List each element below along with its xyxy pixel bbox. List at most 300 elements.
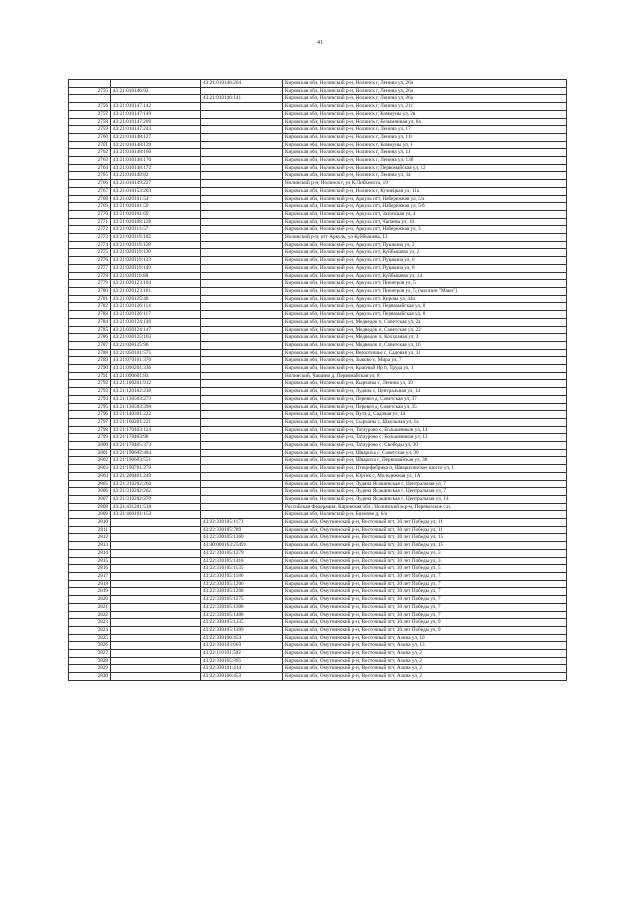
building-cadastral-number-cell — [201, 511, 283, 519]
cadastral-number-cell — [111, 588, 201, 596]
address-cell: Кировская обл, Нолинский р-н, Медведок п, Советская ул, 2а — [283, 318, 567, 326]
address-cell: Кировская обл, Нолинский р-н, Нолинск г, Ленина ул, 3а — [283, 172, 567, 180]
row-number-cell: 2781 — [69, 295, 111, 303]
building-cadastral-number-cell: 43:22:330105:789 — [201, 526, 283, 534]
table-row — [69, 596, 567, 604]
building-cadastral-number-cell — [201, 457, 283, 465]
cadastral-number-cell: 43:21:010148:172 — [111, 164, 201, 172]
row-number-cell: 2822 — [69, 611, 111, 619]
address-cell: Кировская обл, Нолинский р-н, Аркуль пгт, Пушкина ул, 2 — [283, 241, 567, 249]
row-number-cell: 2762 — [69, 149, 111, 157]
cadastral-number-cell: 43:21:310202:260 — [111, 480, 201, 488]
cadastral-number-cell: 43:21:020126:117 — [111, 311, 201, 319]
building-cadastral-number-cell — [201, 241, 283, 249]
cadastral-number-cell: 43:21:010148:82 — [111, 172, 201, 180]
row-number-cell: 2782 — [69, 303, 111, 311]
building-cadastral-number-cell — [201, 488, 283, 496]
row-number-cell: 2827 — [69, 650, 111, 658]
row-number-cell: 2760 — [69, 133, 111, 141]
row-number-cell: 2764 — [69, 164, 111, 172]
cadastral-number-cell: 43:21:431201:518 — [111, 503, 201, 511]
cadastral-number-cell — [111, 657, 201, 665]
cadastral-number-cell — [111, 611, 201, 619]
address-cell: Нолинский р-н, пгт Аркуль, ул Куйбышева, 12 — [283, 234, 567, 242]
row-number-cell: 2774 — [69, 241, 111, 249]
building-cadastral-number-cell — [201, 141, 283, 149]
building-cadastral-number-cell — [201, 180, 283, 188]
property-register-table — [68, 79, 567, 681]
cadastral-number-cell: 43:21:170403:98 — [111, 434, 201, 442]
building-cadastral-number-cell — [201, 341, 283, 349]
row-number-cell: 2813 — [69, 542, 111, 550]
building-cadastral-number-cell — [201, 118, 283, 126]
table-row — [69, 180, 567, 188]
building-cadastral-number-cell — [201, 87, 283, 95]
row-number-cell: 2758 — [69, 118, 111, 126]
table-row — [69, 665, 567, 673]
address-cell: Кировская обл, Нолинский р-н, Нолинск г, Коммуны ул, 1 — [283, 141, 567, 149]
cadastral-number-cell: 43:21:460101:153 — [111, 511, 201, 519]
building-cadastral-number-cell — [201, 287, 283, 295]
address-cell: Кировская обл, Нолинский р-н, Лудяна Ясашинская с, Центральная ул, 7 — [283, 488, 567, 496]
table-row — [69, 126, 567, 134]
cadastral-number-cell — [111, 519, 201, 527]
table-row — [69, 118, 567, 126]
building-cadastral-number-cell: 43:22:330105:1173 — [201, 519, 283, 527]
building-cadastral-number-cell — [201, 249, 283, 257]
building-cadastral-number-cell — [201, 311, 283, 319]
building-cadastral-number-cell — [201, 210, 283, 218]
row-number-cell: 2814 — [69, 549, 111, 557]
table-row — [69, 580, 567, 588]
address-cell: Кировская обл, Омутнинский р-н, Восточный пгт, 30 лет Победы ул, 7 — [283, 580, 567, 588]
table-row — [69, 542, 567, 550]
building-cadastral-number-cell — [201, 295, 283, 303]
building-cadastral-number-cell: 43:22:330105:1186 — [201, 573, 283, 581]
row-number-cell: 2791 — [69, 372, 111, 380]
cadastral-number-cell — [111, 626, 201, 634]
building-cadastral-number-cell: 43:22:330103:663 — [201, 642, 283, 650]
address-cell: Кировская обл, Омутнинский р-н, Восточный пгт, 30 лет Победы ул, 7 — [283, 603, 567, 611]
row-number-cell: 2792 — [69, 380, 111, 388]
row-number-cell: 2808 — [69, 503, 111, 511]
row-number-cell: 2823 — [69, 619, 111, 627]
table-row — [69, 418, 567, 426]
address-cell: Кировская обл, Нолинский р-н, Аркуль пгт, Набережная ул, 3 — [283, 226, 567, 234]
row-number-cell: 2805 — [69, 480, 111, 488]
table-row — [69, 280, 567, 288]
row-number-cell: 2756 — [69, 103, 111, 111]
building-cadastral-number-cell — [201, 218, 283, 226]
cadastral-number-cell — [111, 565, 201, 573]
cadastral-number-cell: 43:21:120102:238 — [111, 388, 201, 396]
table-row — [69, 472, 567, 480]
table-row — [69, 334, 567, 342]
table-row — [69, 303, 567, 311]
row-number-cell: 2788 — [69, 349, 111, 357]
row-number-cell: 2794 — [69, 395, 111, 403]
cadastral-number-cell — [111, 665, 201, 673]
building-cadastral-number-cell — [201, 164, 283, 172]
building-cadastral-number-cell — [201, 234, 283, 242]
row-number-cell: 2802 — [69, 457, 111, 465]
row-number-cell — [69, 80, 111, 88]
building-cadastral-number-cell: 43:40:000163:25491 — [201, 542, 283, 550]
address-cell: Кировская обл, Нолинский р-н, Сырчаны с, Школьная ул, 1а — [283, 418, 567, 426]
building-cadastral-number-cell — [201, 380, 283, 388]
cadastral-number-cell: 43:21:020119:149 — [111, 264, 201, 272]
building-cadastral-number-cell — [201, 187, 283, 195]
table-row — [69, 195, 567, 203]
table-row — [69, 673, 567, 681]
table-row — [69, 257, 567, 265]
address-cell: Кировская обл, Нолинский р-н, Аркуль пгт, Первомайская ул, 8 — [283, 311, 567, 319]
table-row — [69, 565, 567, 573]
cadastral-number-cell — [111, 526, 201, 534]
table-row — [69, 133, 567, 141]
row-number-cell: 2798 — [69, 426, 111, 434]
cadastral-number-cell: 43:21:020101:69 — [111, 210, 201, 218]
address-cell: Кировская обл, Омутнинский р-н, Восточный пгт, 30 лет Победы ул, 7 — [283, 596, 567, 604]
building-cadastral-number-cell — [201, 388, 283, 396]
building-cadastral-number-cell — [201, 264, 283, 272]
cadastral-number-cell: 43:21:030125:96 — [111, 341, 201, 349]
building-cadastral-number-cell — [201, 434, 283, 442]
building-cadastral-number-cell — [201, 126, 283, 134]
table-row — [69, 526, 567, 534]
cadastral-number-cell — [111, 619, 201, 627]
cadastral-number-cell: 43:21:010148:129 — [111, 141, 201, 149]
row-number-cell: 2816 — [69, 565, 111, 573]
address-cell: Кировская обл, Нолинский р-н, Нолинск г, Ленина ул, 11 — [283, 149, 567, 157]
table-row — [69, 403, 567, 411]
cadastral-number-cell: 43:21:130503:398 — [111, 403, 201, 411]
cadastral-number-cell: 43:21:010147:149 — [111, 110, 201, 118]
table-row — [69, 365, 567, 373]
address-cell: Кировская обл, Нолинский р-н, Птицефабрика п, Шварихинское шоссе ул, 1 — [283, 465, 567, 473]
address-cell: Кировская обл, Нолинский р-н, Перевоз д, Советская ул, 37 — [283, 395, 567, 403]
address-cell: Кировская обл, Нолинский р-н, Аркуль пгт, Набережная ул, 5/б — [283, 203, 567, 211]
cadastral-number-cell — [111, 673, 201, 681]
building-cadastral-number-cell: 43:22:330105:1275 — [201, 596, 283, 604]
row-number-cell: 2789 — [69, 357, 111, 365]
cadastral-number-cell: 43:21:020119:88 — [111, 272, 201, 280]
building-cadastral-number-cell — [201, 318, 283, 326]
building-cadastral-number-cell — [201, 480, 283, 488]
row-number-cell: 2793 — [69, 388, 111, 396]
address-cell: Кировская обл, Нолинский р-н, Аркуль пгт, Пионеров ул, 5, (магазин "Маки") — [283, 287, 567, 295]
row-number-cell: 2803 — [69, 465, 111, 473]
cadastral-number-cell — [111, 596, 201, 604]
row-number-cell: 2783 — [69, 311, 111, 319]
building-cadastral-number-cell — [201, 449, 283, 457]
address-cell: Кировская обл, Омутнинский р-н, Восточный пгт, 30 лет Победы ул, 7 — [283, 588, 567, 596]
cadastral-number-cell — [111, 650, 201, 658]
table-row — [69, 442, 567, 450]
cadastral-number-cell: 43:21:020126:114 — [111, 303, 201, 311]
address-cell: Кировская обл, Нолинский р-н, Пута д, Садовая ул, 14 — [283, 411, 567, 419]
cadastral-number-cell: 43:21:020113:57 — [111, 226, 201, 234]
building-cadastral-number-cell — [201, 349, 283, 357]
building-cadastral-number-cell — [201, 334, 283, 342]
cadastral-number-cell: 43:21:140301:222 — [111, 411, 201, 419]
cadastral-number-cell: 43:21:030124:147 — [111, 326, 201, 334]
cadastral-number-cell: 43:21:130503:273 — [111, 395, 201, 403]
building-cadastral-number-cell — [201, 426, 283, 434]
building-cadastral-number-cell: 43:22:330105:1335 — [201, 619, 283, 627]
table-row — [69, 141, 567, 149]
address-cell: Кировская обл, Нолинский р-н, Нолинск г, Первомайская ул, 12 — [283, 164, 567, 172]
building-cadastral-number-cell — [201, 110, 283, 118]
row-number-cell: 2787 — [69, 341, 111, 349]
address-cell: Кировская обл, Нолинский р-н, Медведок п, Советская ул, 22 — [283, 326, 567, 334]
cadastral-number-cell: 43:21:020101:59 — [111, 203, 201, 211]
table-row — [69, 157, 567, 165]
cadastral-number-cell: 43:21:020119:130 — [111, 249, 201, 257]
row-number-cell: 2830 — [69, 673, 111, 681]
address-cell: Кировская обл, Нолинский р-н, Аркуль пгт, Пионеров ул, 5 — [283, 280, 567, 288]
table-row — [69, 465, 567, 473]
building-cadastral-number-cell — [201, 472, 283, 480]
address-cell: Кировская обл, Нолинский р-н, Шварихa с, Советская ул, 30 — [283, 449, 567, 457]
address-cell: Кировская обл, Нолинский р-н, Нолинск г, Ленина ул, 26а — [283, 87, 567, 95]
row-number-cell: 2777 — [69, 264, 111, 272]
address-cell: Кировская обл, Нолинский р-н, Аркуль пгт, Затонская ул, 4 — [283, 210, 567, 218]
table-row — [69, 388, 567, 396]
address-cell: Кировская обл, Омутнинский р-н, Восточный пгт, 30 лет Победы ул, 7 — [283, 611, 567, 619]
row-number-cell: 2757 — [69, 110, 111, 118]
building-cadastral-number-cell — [201, 195, 283, 203]
cadastral-number-cell: 43:21:010153:203 — [111, 187, 201, 195]
address-cell: Кировская обл, Омутнинский р-н, Восточный пгт, 30 лет Победы ул, 3 — [283, 557, 567, 565]
address-cell: Кировская обл, Нолинский р-н, Нолинск г, Ленина ул, 13б — [283, 157, 567, 165]
address-cell: Кировская обл, Омутнинский р-н, Восточный пгт, 30 лет Победы ул, 3 — [283, 549, 567, 557]
cadastral-number-cell — [111, 80, 201, 88]
table-row — [69, 657, 567, 665]
row-number-cell: 2804 — [69, 472, 111, 480]
building-cadastral-number-cell — [201, 203, 283, 211]
address-cell: Кировская обл, Омутнинский р-н, Восточный пгт, Азина ул, 10 — [283, 634, 567, 642]
building-cadastral-number-cell — [201, 403, 283, 411]
cadastral-number-cell: 43:21:010148:170 — [111, 157, 201, 165]
cadastral-number-cell — [111, 95, 201, 103]
address-cell: Кировская обл, Омутнинский р-н, Восточный пгт, 30 лет Победы ул, 11 — [283, 519, 567, 527]
cadastral-number-cell: 43:21:020119:133 — [111, 257, 201, 265]
cadastral-number-cell: 43:21:020101:54 — [111, 195, 201, 203]
row-number-cell: 2796 — [69, 411, 111, 419]
row-number-cell: 2772 — [69, 226, 111, 234]
address-cell: Кировская обл, Нолинский р-н, Нолинск г, Ленина ул, 17 — [283, 126, 567, 134]
address-cell: Кировская обл, Омутнинский р-н, Восточный пгт, 30 лет Победы ул, 7 — [283, 573, 567, 581]
row-number-cell: 2779 — [69, 280, 111, 288]
table-row — [69, 249, 567, 257]
address-cell: Кировская обл, Омутнинский р-н, Восточный пгт, Азина ул, 2 — [283, 650, 567, 658]
table-row — [69, 241, 567, 249]
address-cell: Кировская обл, Нолинский р-н, Кырчаны с, Ленина ул, 39 — [283, 380, 567, 388]
cadastral-number-cell — [111, 542, 201, 550]
cadastral-number-cell: 43:21:310202:270 — [111, 495, 201, 503]
building-cadastral-number-cell — [201, 357, 283, 365]
address-cell: Кировская обл, Нолинский р-н, Верхотишье с, Садовая ул, 11 — [283, 349, 567, 357]
building-cadastral-number-cell — [201, 272, 283, 280]
address-cell: Кировская обл, Нолинский р-н, Перевоз д, Советская ул, 35 — [283, 403, 567, 411]
building-cadastral-number-cell — [201, 133, 283, 141]
cadastral-number-cell: 43:21:010148:127 — [111, 133, 201, 141]
row-number-cell: 2820 — [69, 596, 111, 604]
table-row — [69, 95, 567, 103]
cadastral-number-cell: 43:21:170405:373 — [111, 442, 201, 450]
cadastral-number-cell: 43:21:030124:140 — [111, 318, 201, 326]
table-row — [69, 642, 567, 650]
row-number-cell: 2786 — [69, 334, 111, 342]
table-row — [69, 411, 567, 419]
cadastral-number-cell — [111, 573, 201, 581]
page-number: 41 — [317, 40, 323, 46]
building-cadastral-number-cell — [201, 103, 283, 111]
address-cell: Кировская обл, Нолинский р-н, Аркуль пгт, Набережная ул, 5/а — [283, 195, 567, 203]
building-cadastral-number-cell — [201, 280, 283, 288]
building-cadastral-number-cell — [201, 157, 283, 165]
table-row — [69, 326, 567, 334]
row-number-cell: 2765 — [69, 172, 111, 180]
row-number-cell: 2811 — [69, 526, 111, 534]
table-row — [69, 149, 567, 157]
building-cadastral-number-cell: 43:22:330105:395 — [201, 657, 283, 665]
row-number-cell: 2771 — [69, 218, 111, 226]
building-cadastral-number-cell — [201, 226, 283, 234]
row-number-cell: 2778 — [69, 272, 111, 280]
building-cadastral-number-cell — [201, 465, 283, 473]
building-cadastral-number-cell: 43:21:010146:141 — [201, 95, 283, 103]
row-number-cell: 2763 — [69, 157, 111, 165]
row-number-cell: 2767 — [69, 187, 111, 195]
table-row — [69, 557, 567, 565]
cadastral-number-cell: 43:21:160201:221 — [111, 418, 201, 426]
row-number-cell: 2784 — [69, 318, 111, 326]
cadastral-number-cell: 43:21:090201:336 — [111, 365, 201, 373]
cadastral-number-cell: 43:21:010147:142 — [111, 103, 201, 111]
cadastral-number-cell: 43:21:310202:262 — [111, 488, 201, 496]
cadastral-number-cell: 43:21:030125:103 — [111, 334, 201, 342]
building-cadastral-number-cell — [201, 172, 283, 180]
address-cell: Кировская обл, Нолинский р-н, Лудяна Ясашинская с, Центральная ул, 14 — [283, 495, 567, 503]
address-cell: Кировская обл, Нолинский р-н, Нолинск г, Кузнецкая ул, 11а — [283, 187, 567, 195]
address-cell: Кировская обл, Нолинский р-н, Аркуль пгт, Куйбышева ул, 14 — [283, 272, 567, 280]
table-row — [69, 619, 567, 627]
row-number-cell: 2773 — [69, 234, 111, 242]
row-number-cell: 2790 — [69, 365, 111, 373]
row-number-cell: 2815 — [69, 557, 111, 565]
building-cadastral-number-cell: 43:22:330105:1360 — [201, 534, 283, 542]
cadastral-number-cell: 43:21:010146:92 — [111, 87, 201, 95]
address-cell: Кировская обл, Нолинский р-н, Нолинск г, Ленина ул, 11г — [283, 133, 567, 141]
cadastral-number-cell — [111, 634, 201, 642]
building-cadastral-number-cell — [201, 372, 283, 380]
row-number-cell: 2801 — [69, 449, 111, 457]
cadastral-number-cell — [111, 603, 201, 611]
building-cadastral-number-cell: 43:22:330105:1308 — [201, 603, 283, 611]
cadastral-number-cell — [111, 557, 201, 565]
table-row — [69, 588, 567, 596]
table-row — [69, 480, 567, 488]
table-row — [69, 372, 567, 380]
table-row — [69, 272, 567, 280]
cadastral-number-cell: 43:21:190602:484 — [111, 449, 201, 457]
address-cell: Кировская обл, Омутнинский р-н, Восточный пгт, 30 лет Победы ул, 15 — [283, 534, 567, 542]
table-row — [69, 80, 567, 88]
table-row — [69, 650, 567, 658]
address-cell: Кировская обл, Омутнинский р-н, Восточный пгт, 30 лет Победы ул, 5 — [283, 565, 567, 573]
building-cadastral-number-cell — [201, 395, 283, 403]
address-cell: Кировская обл, Нолинский р-н, Лудяна с, Центральная ул, 14 — [283, 388, 567, 396]
table-row — [69, 457, 567, 465]
address-cell: Кировская обл, Нолинский р-н, Медведок п, Колхозная ул, 3 — [283, 334, 567, 342]
address-cell: Кировская обл, Омутнинский р-н, Восточный пгт, 30 лет Победы ул, 9 — [283, 626, 567, 634]
cadastral-number-cell: 43:21:010148:160 — [111, 149, 201, 157]
address-cell: Кировская обл, Омутнинский р-н, Восточный пгт, Азина ул, 2 — [283, 657, 567, 665]
building-cadastral-number-cell — [201, 503, 283, 511]
address-cell: Кировская обл, Омутнинский р-н, Восточный пгт, 30 лет Победы ул, 9 — [283, 619, 567, 627]
row-number-cell: 2807 — [69, 495, 111, 503]
building-cadastral-number-cell — [201, 411, 283, 419]
address-cell: Кировская обл, Омутнинский р-н, Восточный пгт, 30 лет Победы ул, 11 — [283, 526, 567, 534]
row-number-cell — [69, 95, 111, 103]
cadastral-number-cell: 43:21:020123:104 — [111, 280, 201, 288]
register-body — [69, 80, 567, 681]
row-number-cell: 2766 — [69, 180, 111, 188]
table-row — [69, 395, 567, 403]
row-number-cell: 2770 — [69, 210, 111, 218]
building-cadastral-number-cell: 43:22:330105:1408 — [201, 611, 283, 619]
address-cell: Кировская обл, Нолинский р-н, Татаурово с, Большевиков ул, 12 — [283, 434, 567, 442]
address-cell: Кировская обл, Нолинский р-н, Швариха с, Первомайская ул, 38 — [283, 457, 567, 465]
table-row — [69, 164, 567, 172]
address-cell: Кировская обл, Омутнинский р-н, Восточный пгт, 30 лет Победы ул, 15 — [283, 542, 567, 550]
address-cell: Кировская обл, Омутнинский р-н, Восточный пгт, Азина ул, 2 — [283, 665, 567, 673]
address-cell: Кировская обл, Нолинский р-н, Нолинск г, Ленина ул, 26а — [283, 80, 567, 88]
cadastral-number-cell: 43:21:170403:124 — [111, 426, 201, 434]
row-number-cell: 2826 — [69, 642, 111, 650]
address-cell: Кировская обл, Нолинский р-н, Бизмово д, 6/а — [283, 511, 567, 519]
table-row — [69, 611, 567, 619]
table-row — [69, 534, 567, 542]
row-number-cell: 2797 — [69, 418, 111, 426]
cadastral-number-cell — [111, 580, 201, 588]
address-cell: Кировская обл, Нолинский р-н, Аркуль пгт, Чапаева ул, 10 — [283, 218, 567, 226]
cadastral-number-cell: 43:21:010147:209 — [111, 118, 201, 126]
address-cell: Кировская обл, Нолинский р-н, Юртик с, Молодежная ул, 1А — [283, 472, 567, 480]
table-row — [69, 511, 567, 519]
table-row — [69, 380, 567, 388]
row-number-cell: 2795 — [69, 403, 111, 411]
cadastral-number-cell — [111, 549, 201, 557]
row-number-cell: 2776 — [69, 257, 111, 265]
cadastral-number-cell — [111, 642, 201, 650]
cadastral-number-cell: 43:21:010147:243 — [111, 126, 201, 134]
cadastral-number-cell: 43:21:020119:128 — [111, 241, 201, 249]
table-row — [69, 234, 567, 242]
cadastral-number-cell: 43:21:070101:370 — [111, 357, 201, 365]
row-number-cell: 2768 — [69, 195, 111, 203]
building-cadastral-number-cell: 43:22:330105:1208 — [201, 588, 283, 596]
row-number-cell: 2755 — [69, 87, 111, 95]
row-number-cell: 2799 — [69, 434, 111, 442]
table-row — [69, 318, 567, 326]
row-number-cell: 2817 — [69, 573, 111, 581]
address-cell: Кировская обл, Нолинский р-н, Аркуль пгт, Пушкина ул, 8 — [283, 264, 567, 272]
cadastral-number-cell: 43:21:050101:575 — [111, 349, 201, 357]
address-cell: Кировская обл, Нолинский р-н, Аркуль пгт, Пушкина ул, 6 — [283, 257, 567, 265]
